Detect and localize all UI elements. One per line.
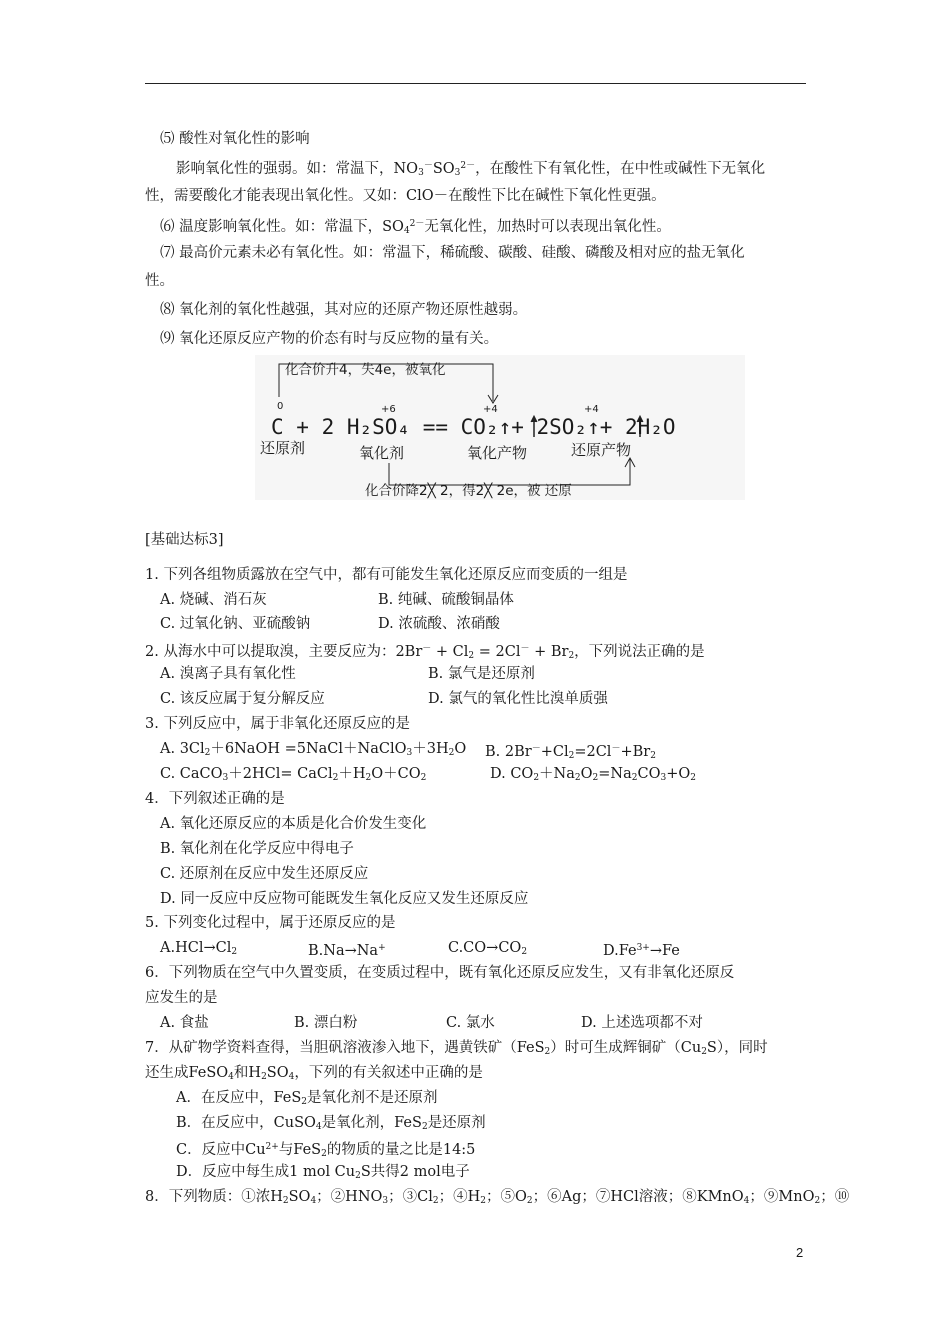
chemical-equation: C + 2 H₂SO₄ == CO₂↑+ 2SO₂↑+ 2H₂O bbox=[271, 415, 676, 439]
text-line: $A.HCl\to Cl_2$ bbox=[160, 940, 238, 957]
ox-state-c: 0 bbox=[277, 401, 284, 412]
text-line: D．反应中每生成1 mol $Cu_2S$共得2 mol电子 bbox=[176, 1164, 470, 1181]
text-line: C. 过氧化钠、亚硫酸钠 bbox=[160, 616, 311, 632]
text-line: C. CaCO$_3$＋2HCl= $CaCl_2+H_2O+CO_2$ bbox=[160, 766, 427, 783]
text-line: 5. 下列变化过程中，属于还原反应的是 bbox=[145, 915, 396, 931]
text-line: A. 溴离子具有氧化性 bbox=[160, 666, 296, 682]
text-line: C. 该反应属于复分解反应 bbox=[160, 691, 325, 707]
text-line: C. 还原剂在反应中发生还原反应 bbox=[160, 866, 369, 882]
text-line: 3. 下列反应中，属于非氧化还原反应的是 bbox=[145, 716, 410, 732]
text-line: [基础达标3] bbox=[145, 532, 224, 548]
text-line: 性。 bbox=[145, 273, 174, 289]
ox-state-co2: +4 bbox=[483, 404, 498, 415]
text-line: D. 同一反应中反应物可能既发生氧化反应又发生还原反应 bbox=[160, 891, 529, 907]
text-line: ⑹ 温度影响氧化性。如：常温下，$SO_4^{2-}$无氧化性，加热时可以表现出氧化性。 bbox=[160, 219, 671, 236]
text-line: A．在反应中，FeS$_2$是氧化剂不是还原剂 bbox=[176, 1090, 438, 1107]
text-line: A. $3Cl_2+6NaOH$ $=5NaCl+NaClO_3+3H_2O$ bbox=[160, 741, 467, 758]
label-oxidant: 氧化剂 bbox=[359, 444, 405, 462]
text-line: B．在反应中，CuSO$_4$是氧化剂，FeS$_2$是还原剂 bbox=[176, 1115, 486, 1132]
text-line: C．反应中$Cu^{2+}$与FeS$_2$的物质的量之比是14:5 bbox=[176, 1142, 476, 1159]
text-line: $D.Fe^{3+}\to Fe$ bbox=[603, 943, 680, 959]
text-line: D. 氯气的氧化性比溴单质强 bbox=[428, 691, 608, 707]
text-line: 1. 下列各组物质露放在空气中，都有可能发生氧化还原反应而变质的一组是 bbox=[145, 567, 628, 583]
text-line: 7．从矿物学资料查得，当胆矾溶液渗入地下，遇黄铁矿（FeS$_2$）时可生成辉铜矿$(Cu_2S)$，同时 bbox=[145, 1040, 768, 1057]
redox-equation-diagram bbox=[255, 355, 745, 500]
label-reductant: 还原剂 bbox=[260, 439, 306, 457]
text-line: 2. 从海水中可以提取溴，主要反应为：$2Br^- + Cl_2 = 2Cl^- + Br_2$，下列说法正确的是 bbox=[145, 644, 705, 661]
text-line: D. 上述选项都不对 bbox=[581, 1015, 703, 1031]
text-line: 影响氧化性的强弱。如：常温下，$NO_3^-SO_3^{2-}$，在酸性下有氧化性，在中性或碱性下无氧化 bbox=[176, 161, 766, 178]
text-line: B. 氯气是还原剂 bbox=[428, 666, 535, 682]
ox-state-s: +6 bbox=[381, 404, 396, 415]
text-line: 6．下列物质在空气中久置变质，在变质过程中，既有氧化还原反应发生，又有非氧化还原反 bbox=[145, 965, 735, 981]
text-line: ⑼ 氧化还原反应产物的价态有时与反应物的量有关。 bbox=[160, 331, 499, 347]
text-line: D. 浓硫酸、浓硝酸 bbox=[378, 616, 500, 632]
text-line: ⑺ 最高价元素未必有氧化性。如：常温下，稀硫酸、碳酸、硅酸、磷酸及相对应的盐无氧化 bbox=[160, 245, 745, 261]
text-line: 应发生的是 bbox=[145, 990, 218, 1006]
text-line: 性，需要酸化才能表现出氧化性。又如：ClO－在酸性下比在碱性下氧化性更强。 bbox=[145, 188, 666, 204]
text-line: B. 氧化剂在化学反应中得电子 bbox=[160, 841, 354, 857]
page-number: 2 bbox=[796, 1245, 804, 1260]
text-line: D. $CO_2+Na_2O_2=Na_2CO_3+O_2$ bbox=[490, 766, 696, 783]
text-line: 8．下列物质：①浓$H_2SO_4$；$②HNO_3$；$③Cl_2$；$④H_2$；$⑤O_2$；⑥Ag；⑦HCl溶液；⑧KMnO$_4$；⑨MnO$_2$；⑩ bbox=[145, 1189, 850, 1206]
text-line: ⑻ 氧化剂的氧化性越强，其对应的还原产物还原性越弱。 bbox=[160, 302, 528, 318]
text-line: B. $2Br^-+Cl_2=2Cl^-+Br_2$ bbox=[485, 744, 656, 761]
text-line: B. 纯碱、硫酸铜晶体 bbox=[378, 592, 514, 608]
ox-state-so2: +4 bbox=[584, 404, 599, 415]
label-reduction-product: 还原产物 bbox=[571, 441, 632, 459]
label-oxidation-product: 氧化产物 bbox=[467, 444, 528, 462]
text-line: A. 氧化还原反应的本质是化合价发生变化 bbox=[160, 816, 427, 832]
text-line: A. 烧碱、消石灰 bbox=[160, 592, 267, 608]
text-line: 还生成FeSO$_4$和$H_2SO_4$，下列的有关叙述中正确的是 bbox=[145, 1065, 483, 1082]
text-line: ⑸ 酸性对氧化性的影响 bbox=[160, 131, 310, 147]
text-line: 4．下列叙述正确的是 bbox=[145, 791, 285, 807]
header-rule bbox=[145, 83, 806, 84]
reduction-note: 化合价降2╳ 2，得2╳ 2e，被 还原 bbox=[365, 483, 572, 499]
text-line: $C.CO\to CO_2$ bbox=[448, 940, 528, 957]
text-line: B. 漂白粉 bbox=[294, 1015, 358, 1031]
text-line: B.Na→Na+ bbox=[308, 943, 386, 959]
text-line: A. 食盐 bbox=[160, 1015, 209, 1031]
oxidation-note: 化合价升4，失4e，被氧化 bbox=[285, 362, 446, 378]
text-line: C. 氯水 bbox=[446, 1015, 495, 1031]
